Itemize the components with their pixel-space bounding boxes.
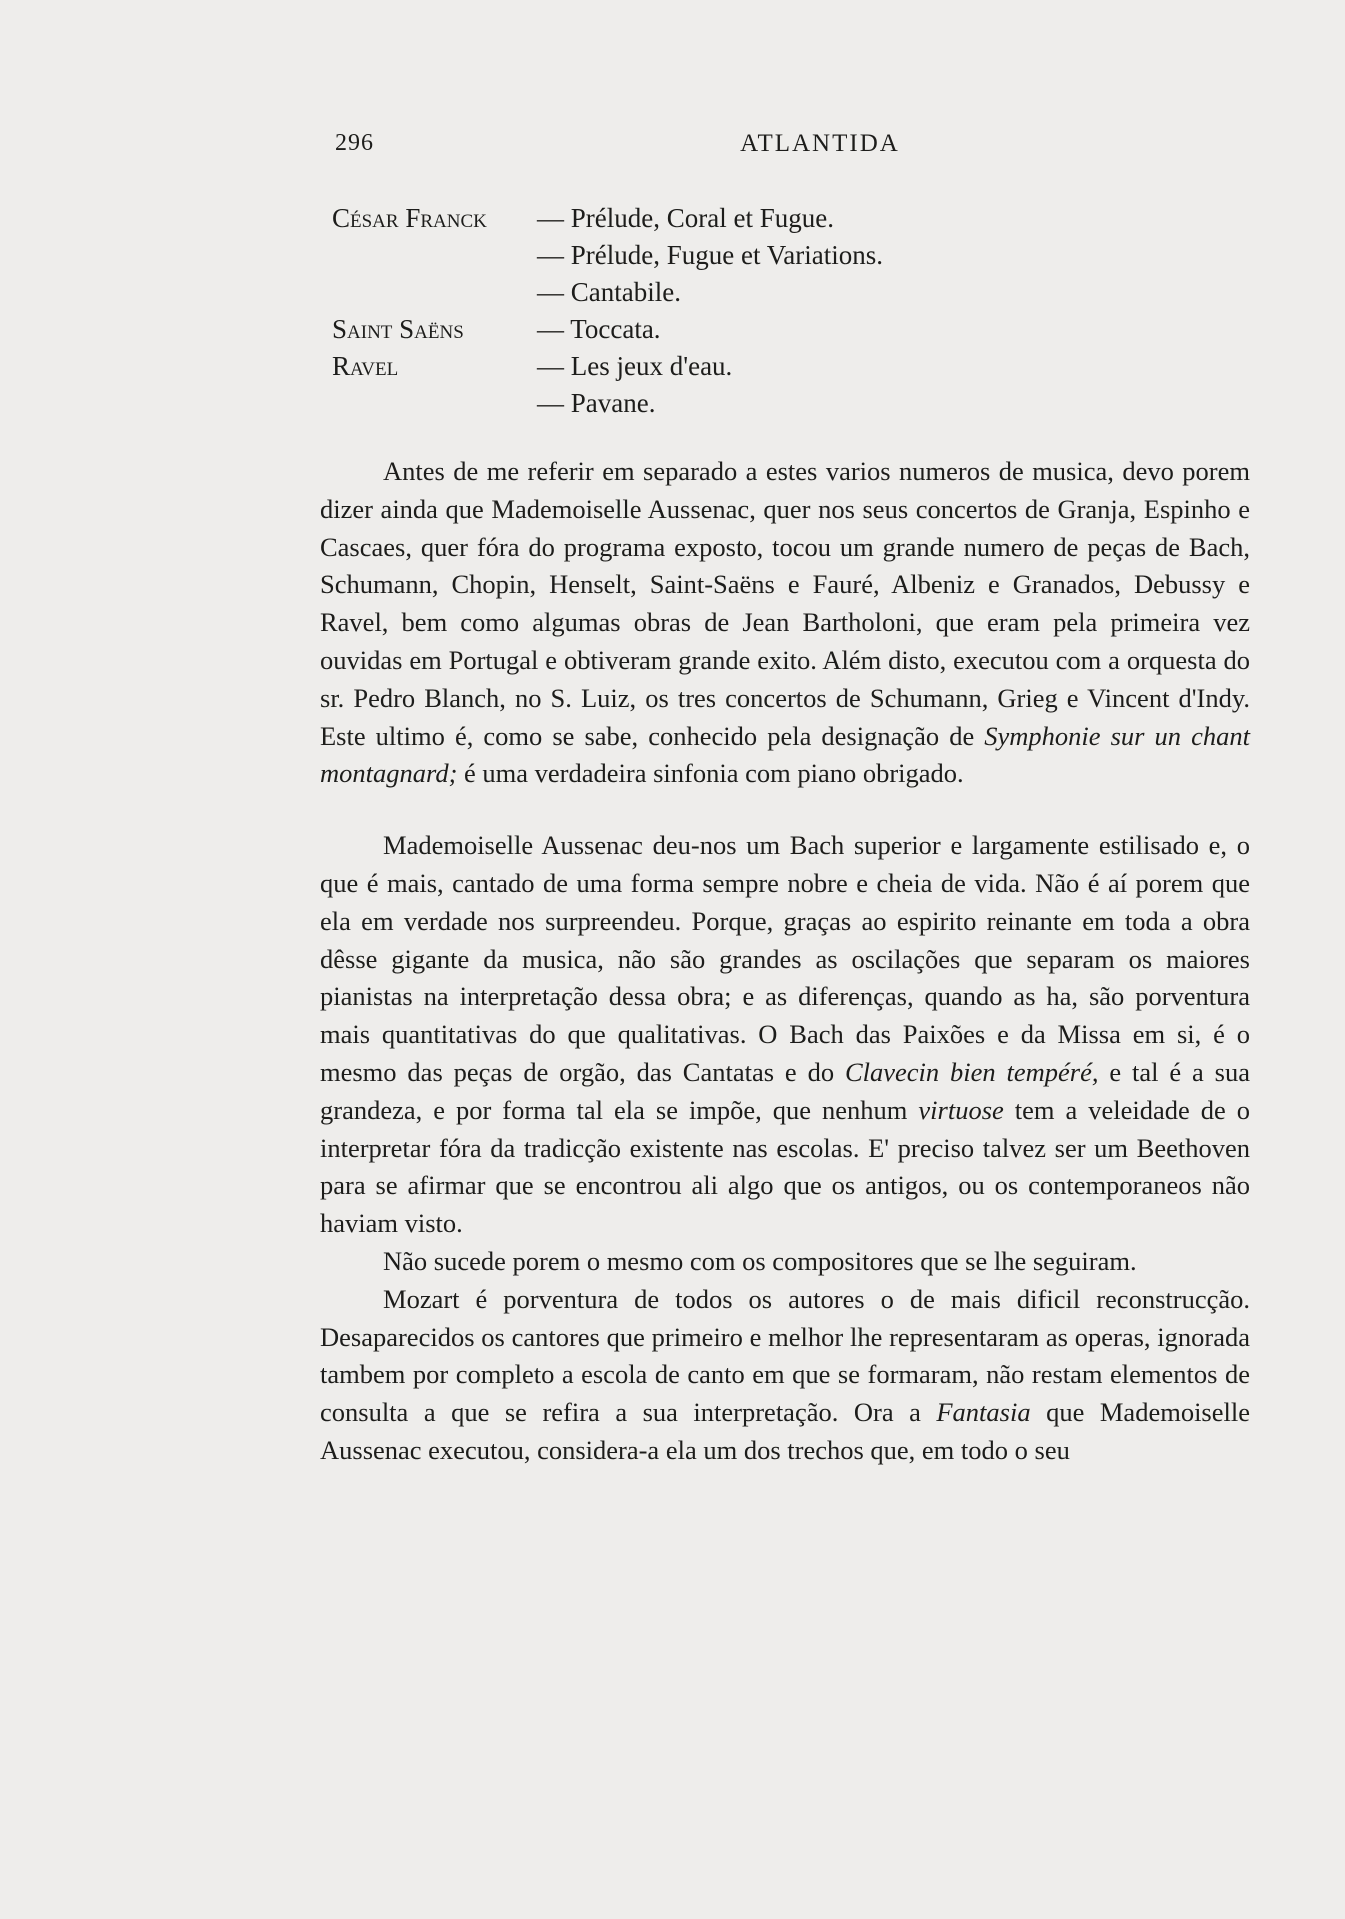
program-row — [332, 385, 1232, 422]
piece-title: — Les jeux d'eau. — [537, 351, 733, 381]
program-row — [332, 311, 1232, 348]
program-row — [332, 348, 1232, 385]
composer-name: Ravel — [332, 351, 399, 381]
italic-title: Fantasia — [936, 1397, 1031, 1428]
paragraph-text: que Mademoiselle Aussenac executou, considera-a ela um dos trechos que, em todo o seu — [320, 1397, 1250, 1465]
body-text — [320, 453, 1250, 1470]
piece-title: — Pavane. — [537, 388, 656, 418]
running-title: ATLANTIDA — [740, 130, 900, 157]
paragraph-text: Não sucede porem o mesmo com os compositores que se lhe seguiram. — [383, 1245, 1137, 1276]
composer-name: Saint Saëns — [332, 314, 464, 344]
italic-title: Clavecin bien tempéré, — [844, 1056, 1099, 1087]
paragraph-text: é uma verdadeira sinfonia com piano obrigado. — [457, 758, 964, 789]
paragraph-text: e tal é a sua grandeza, e por forma tal ela se impõe, que nenhum — [320, 1056, 1250, 1125]
page-header — [335, 130, 1305, 166]
page-number: 296 — [335, 130, 374, 156]
piece-title: — Toccata. — [537, 314, 661, 344]
paragraph — [320, 1243, 1250, 1281]
program-row — [332, 237, 1232, 274]
italic-title: Symphonie sur un chant montagnard; — [320, 720, 1250, 789]
italic-term: virtuose — [918, 1094, 1004, 1125]
paragraph — [320, 827, 1250, 1243]
piece-title: — Prélude, Coral et Fugue. — [537, 203, 834, 233]
concert-program-list — [332, 200, 1232, 422]
composer-name: César Franck — [332, 203, 487, 233]
piece-title: — Prélude, Fugue et Variations. — [537, 240, 883, 270]
paragraph-text: tem a veleidade de o interpretar fóra da tradicção existente nas escolas. E' preciso talvez ser um Beethoven para se afirmar que se encontrou ali algo que os antigos, ou os contemporaneos não haviam visto. — [320, 1094, 1250, 1239]
paragraph — [320, 1281, 1250, 1470]
paragraph — [320, 453, 1250, 793]
paragraph-text: Mademoiselle Aussenac deu-nos um Bach superior e largamente estilisado e, o que é mais, cantado de uma forma sempre nobre e cheia de vida. Não é aí porem que ela em verdade nos surpreendeu. Porque, graças ao espirito reinante em toda a obra dêsse gigante da musica, não são grandes as oscilações que separam os maiores pianistas na interpretação dessa obra; e as diferenças, quando as ha, são porventura mais quantitativas do que qualitativas. O Bach das Paixões e da Missa em si, é o mesmo das peças de orgão, das Cantatas e do — [320, 830, 1250, 1087]
program-row — [332, 274, 1232, 311]
paragraph-text: Mozart é porventura de todos os autores o de mais dificil reconstrucção. Desaparecidos os cantores que primeiro e melhor lhe representaram as operas, ignorada tambem por completo a escola de canto em que se formaram, não restam elementos de consulta a que se refira a sua interpretação. Ora a — [320, 1283, 1250, 1428]
paragraph-text: Antes de me referir em separado a estes varios numeros de musica, devo porem dizer ainda que Mademoiselle Aussenac, quer nos seus concertos de Granja, Espinho e Cascaes, quer fóra do programa exposto, tocou um grande numero de peças de Bach, Schumann, Chopin, Henselt, Saint-Saëns e Fauré, Albeniz e Granados, Debussy e Ravel, bem como algumas obras de Jean Bartholoni, que eram pela primeira vez ouvidas em Portugal e obtiveram grande exito. Além disto, executou com a orquesta do sr. Pedro Blanch, no S. Luiz, os tres concertos de Schumann, Grieg e Vincent d'Indy. Este ultimo é, como se sabe, conhecido pela designação de — [320, 456, 1250, 751]
program-row — [332, 200, 1232, 237]
piece-title: — Cantabile. — [537, 277, 681, 307]
